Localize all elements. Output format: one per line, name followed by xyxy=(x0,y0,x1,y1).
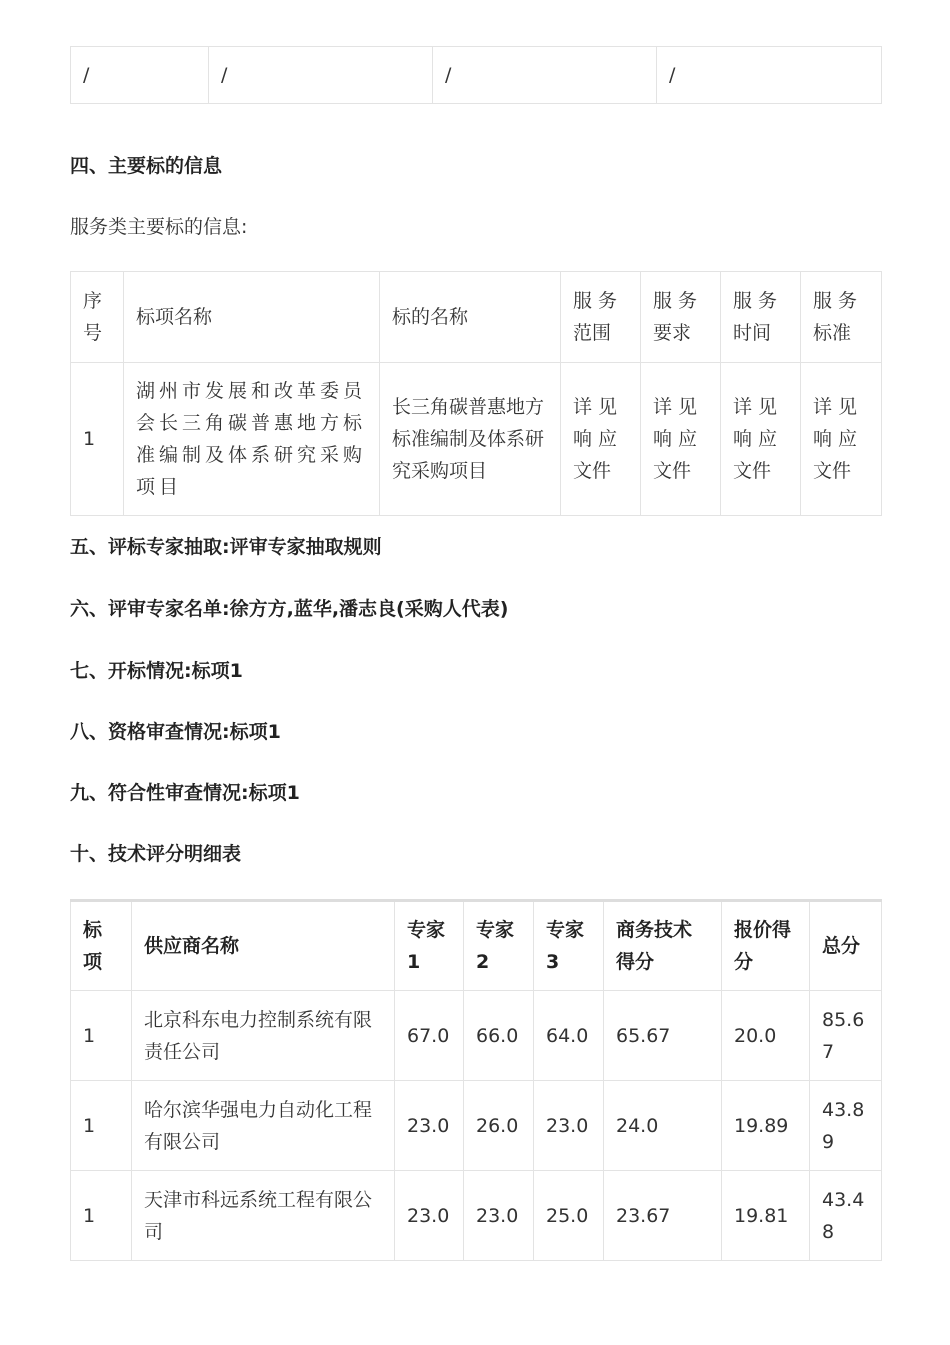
section-heading-7: 七、开标情况:标项1 xyxy=(70,660,243,682)
section-heading-8: 八、资格审查情况:标项1 xyxy=(70,721,281,743)
header-scope: 服 务 范围 xyxy=(561,272,641,363)
section-heading-10: 十、技术评分明细表 xyxy=(70,843,242,865)
section-heading-6: 六、评审专家名单:徐方方,蓝华,潘志良(采购人代表) xyxy=(70,598,509,620)
header-time: 服 务 时间 xyxy=(721,272,801,363)
cell-expert3: 25.0 xyxy=(534,1171,604,1261)
section-heading-5: 五、评标专家抽取:评审专家抽取规则 xyxy=(70,536,382,558)
table-row xyxy=(71,991,882,1081)
cell-price-score: 20.0 xyxy=(722,991,810,1081)
header-standard: 服 务 标准 xyxy=(801,272,882,363)
header-requirement: 服 务 要求 xyxy=(641,272,721,363)
section-heading-9: 九、符合性审查情况:标项1 xyxy=(70,782,300,804)
header-expert3: 专家3 xyxy=(534,901,604,991)
cell-tech-score: 23.67 xyxy=(604,1171,722,1261)
section-heading-4: 四、主要标的信息 xyxy=(70,155,223,177)
cell-total: 85.67 xyxy=(810,991,882,1081)
table-row xyxy=(71,47,882,104)
cell-subject-name: 长三角碳普惠地方标准编制及体系研究采购项目 xyxy=(380,363,561,516)
header-price-score: 报价得分 xyxy=(722,901,810,991)
cell-item-name: 湖州市发展和改革委员会长三角碳普惠地方标准编制及体系研究采购项目 xyxy=(124,363,380,516)
header-tech-score: 商务技术得分 xyxy=(604,901,722,991)
header-expert1: 专家1 xyxy=(395,901,464,991)
cell-total: 43.48 xyxy=(810,1171,882,1261)
header-supplier: 供应商名称 xyxy=(132,901,395,991)
table-cell: / xyxy=(71,47,209,104)
tech-score-table xyxy=(70,899,882,1261)
table-row xyxy=(71,1081,882,1171)
cell-time: 详 见 响 应 文件 xyxy=(721,363,801,516)
cell-expert1: 23.0 xyxy=(395,1081,464,1171)
cell-lot: 1 xyxy=(71,1171,132,1261)
cell-requirement: 详 见 响 应 文件 xyxy=(641,363,721,516)
cell-supplier: 天津市科远系统工程有限公司 xyxy=(132,1171,395,1261)
cell-lot: 1 xyxy=(71,991,132,1081)
cell-seq: 1 xyxy=(71,363,124,516)
cell-expert2: 23.0 xyxy=(464,1171,534,1261)
cell-supplier: 北京科东电力控制系统有限责任公司 xyxy=(132,991,395,1081)
header-expert2: 专家2 xyxy=(464,901,534,991)
cell-price-score: 19.89 xyxy=(722,1081,810,1171)
cell-price-score: 19.81 xyxy=(722,1171,810,1261)
section-subtitle: 服务类主要标的信息: xyxy=(70,216,248,238)
cell-tech-score: 65.67 xyxy=(604,991,722,1081)
header-total: 总分 xyxy=(810,901,882,991)
cell-standard: 详 见 响 应 文件 xyxy=(801,363,882,516)
cell-expert2: 26.0 xyxy=(464,1081,534,1171)
table-cell: / xyxy=(209,47,433,104)
table-row xyxy=(71,1171,882,1261)
cell-expert1: 67.0 xyxy=(395,991,464,1081)
previous-table-tail xyxy=(70,46,882,104)
cell-expert1: 23.0 xyxy=(395,1171,464,1261)
cell-scope: 详 见 响 应 文件 xyxy=(561,363,641,516)
cell-lot: 1 xyxy=(71,1081,132,1171)
cell-tech-score: 24.0 xyxy=(604,1081,722,1171)
header-subject-name: 标的名称 xyxy=(380,272,561,363)
table-header-row xyxy=(71,901,882,991)
table-row xyxy=(71,363,882,516)
table-cell: / xyxy=(657,47,882,104)
cell-expert2: 66.0 xyxy=(464,991,534,1081)
cell-total: 43.89 xyxy=(810,1081,882,1171)
header-lot: 标项 xyxy=(71,901,132,991)
table-cell: / xyxy=(433,47,657,104)
cell-expert3: 64.0 xyxy=(534,991,604,1081)
subject-info-table xyxy=(70,271,882,516)
table-header-row xyxy=(71,272,882,363)
cell-expert3: 23.0 xyxy=(534,1081,604,1171)
header-seq: 序号 xyxy=(71,272,124,363)
cell-supplier: 哈尔滨华强电力自动化工程有限公司 xyxy=(132,1081,395,1171)
header-item-name: 标项名称 xyxy=(124,272,380,363)
